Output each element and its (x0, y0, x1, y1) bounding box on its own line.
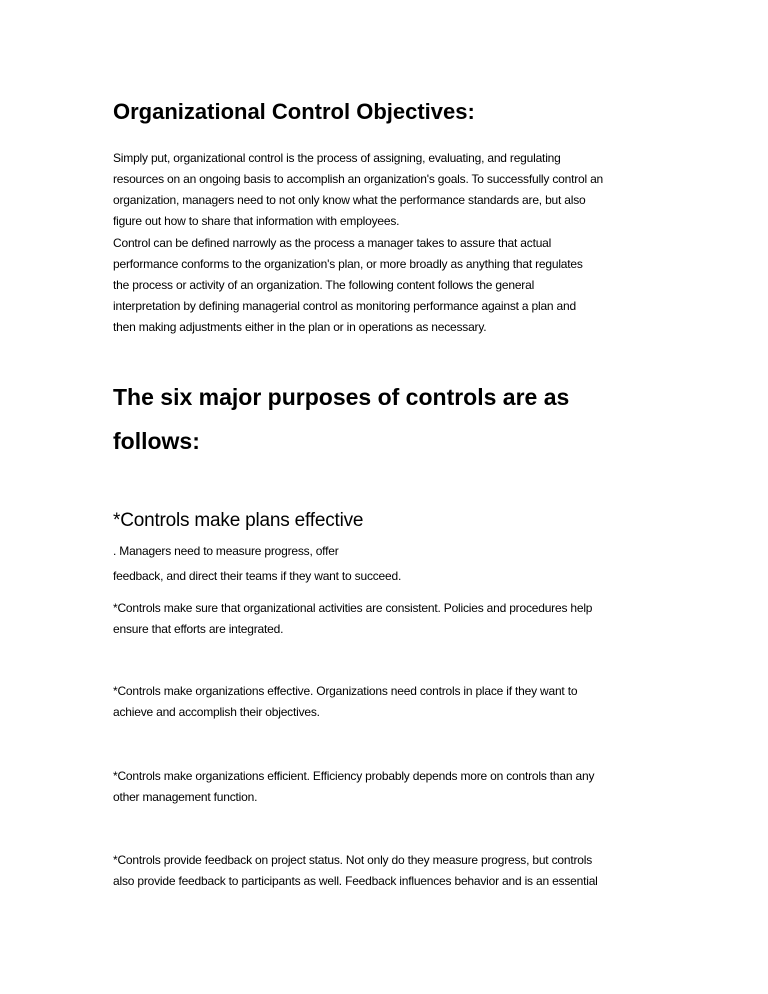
paragraph-intro (113, 148, 603, 232)
text-line: feedback, and direct their teams if they want to succeed. (113, 569, 402, 583)
item-lead: *Controls make plans effective (113, 510, 364, 531)
text-line: Simply put, organizational control is the process of assigning, evaluating, and regulating (113, 151, 561, 165)
text-line: also provide feedback to participants as well. Feedback influences behavior and is an essential (113, 874, 598, 888)
text-line: Control can be defined narrowly as the process a manager takes to assure that actual (113, 236, 552, 250)
heading-line: The six major purposes of controls are as (113, 384, 570, 410)
item-text: . Managers need to measure progress, offer (113, 544, 339, 558)
text-line: *Controls make sure that organizational activities are consistent. Policies and procedures help (113, 601, 593, 615)
text-line: other management function. (113, 790, 258, 804)
text-line: interpretation by defining managerial control as monitoring performance against a plan and (113, 299, 576, 313)
text-line: ensure that efforts are integrated. (113, 622, 284, 636)
text-line: performance conforms to the organization's plan, or more broadly as anything that regulates (113, 257, 583, 271)
text-line: the process or activity of an organization. The following content follows the general (113, 278, 535, 292)
list-item (113, 681, 577, 723)
text-line: then making adjustments either in the plan or in operations as necessary. (113, 320, 487, 334)
text-line: *Controls make organizations efficient. Efficiency probably depends more on controls than any (113, 769, 595, 783)
list-item (113, 506, 401, 587)
list-item (113, 766, 594, 808)
text-line: achieve and accomplish their objectives. (113, 705, 320, 719)
section-heading (113, 375, 569, 463)
list-item (113, 598, 592, 640)
heading-line: follows: (113, 428, 200, 454)
text-line: *Controls make organizations effective. Organizations need controls in place if they want to (113, 684, 578, 698)
text-line: figure out how to share that information with employees. (113, 214, 400, 228)
page-title: Organizational Control Objectives: (113, 99, 475, 124)
list-item (113, 850, 598, 892)
paragraph-definition (113, 233, 583, 338)
text-line: resources on an ongoing basis to accomplish an organization's goals. To successfully control an (113, 172, 604, 186)
text-line: *Controls provide feedback on project status. Not only do they measure progress, but controls (113, 853, 592, 867)
text-line: organization, managers need to not only know what the performance standards are, but also (113, 193, 586, 207)
